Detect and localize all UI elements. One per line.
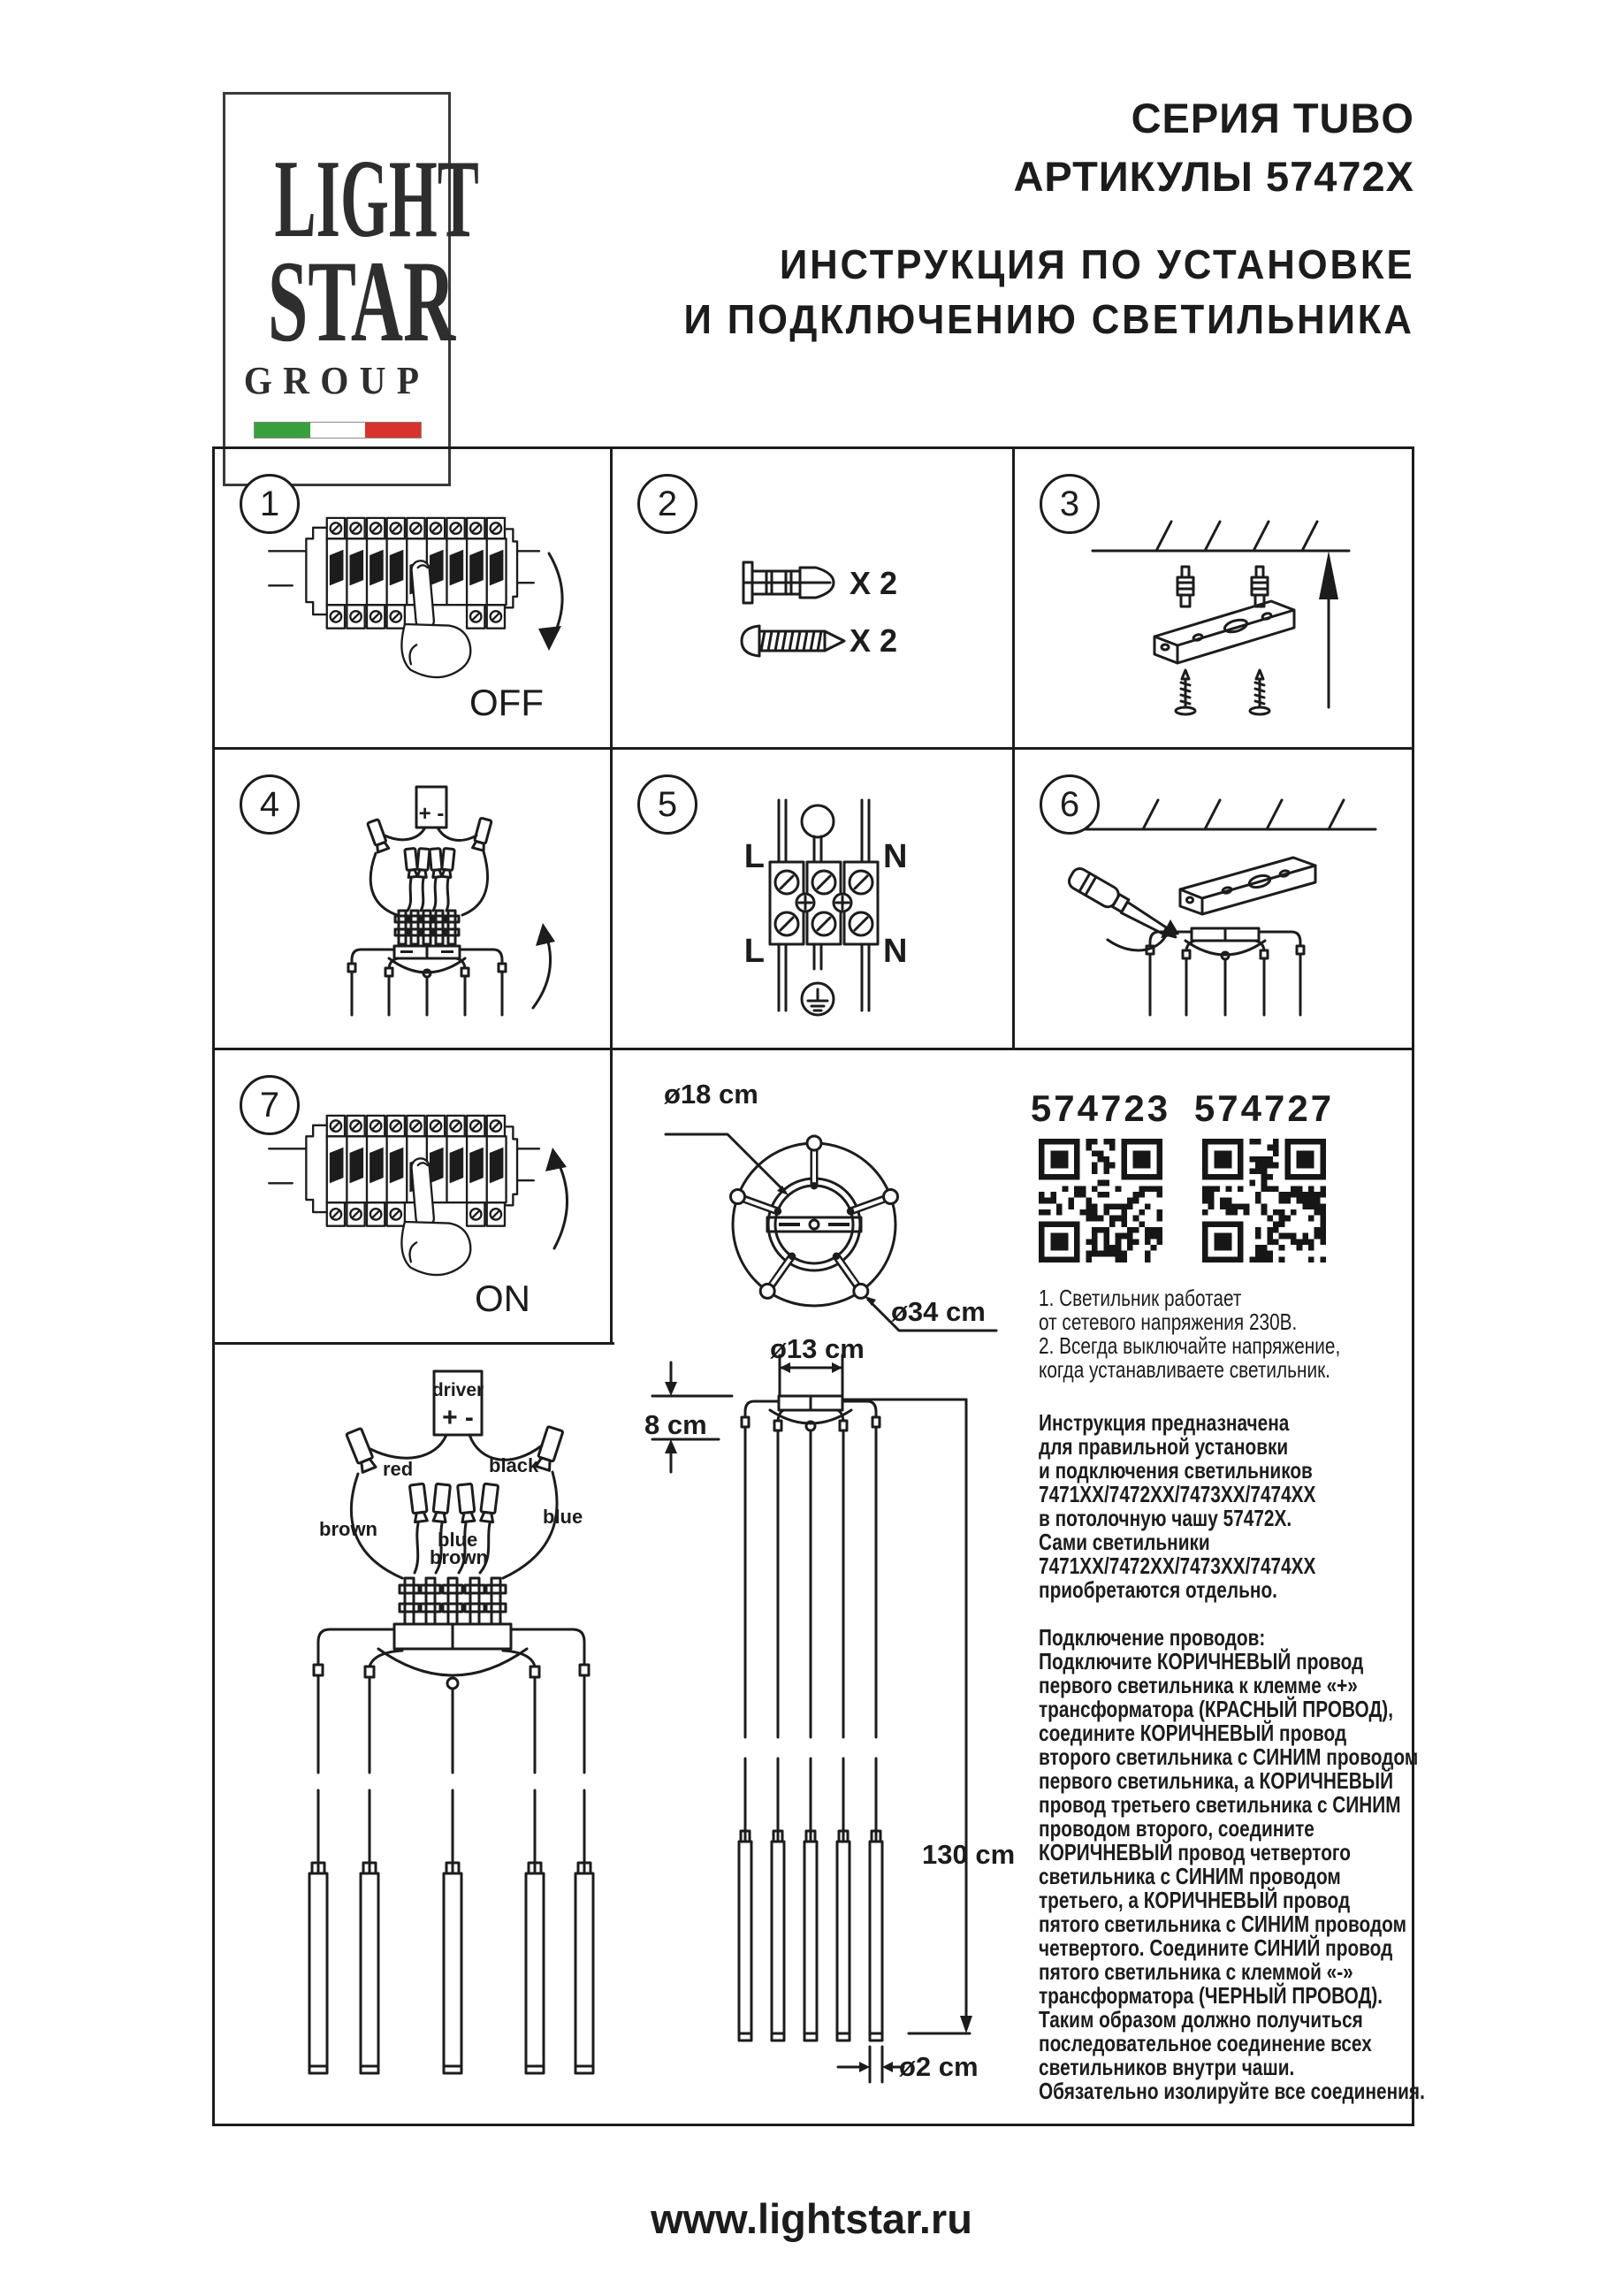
text-line: от сетевого напряжения 230В.: [1039, 1308, 1298, 1335]
lamp-circle: [802, 805, 834, 837]
text-line: Сами светильники: [1039, 1529, 1210, 1555]
length130-dimension: [844, 1400, 972, 2033]
text-line: Обязательно изолируйте все соединения.: [1039, 2078, 1425, 2104]
text-line: приобретаются отдельно.: [1039, 1576, 1277, 1603]
driver-terminals-label: + -: [418, 802, 445, 826]
arm-lower-left: [760, 1253, 796, 1298]
wiring-diagram-drawing: [268, 1355, 639, 2089]
wire-connector-mid-4: [480, 1484, 499, 1522]
step-3-number: 3: [1040, 474, 1100, 534]
brown-wire-mid-label: brown: [430, 1546, 488, 1568]
step-6-number: 6: [1040, 774, 1100, 835]
red-wire-label: red: [383, 1458, 414, 1480]
text-line: когда устанавливаете светильник.: [1039, 1356, 1330, 1383]
text-line: Инструкция предназначена: [1039, 1409, 1290, 1436]
text-line: трансформатора (ЧЕРНЫЙ ПРОВОД).: [1039, 1982, 1383, 2009]
text-line: последовательное соединение всех: [1039, 2030, 1372, 2056]
text-line: первого светильника, а КОРИЧНЕВЫЙ: [1039, 1767, 1394, 1794]
screw-left: [1176, 670, 1195, 714]
step-5-number: 5: [637, 774, 697, 835]
step-2-fixings-illustration: [613, 449, 1012, 747]
screw-qty-label: X 2: [850, 622, 898, 659]
anchor-left: [1177, 567, 1193, 606]
lift-arrow: [533, 923, 555, 1008]
blue-wire-right-label: blue: [543, 1506, 583, 1528]
ceiling-cup: [1147, 928, 1304, 1015]
connector-mid-1: [405, 848, 418, 877]
blue-wire-mid-label: blue: [438, 1529, 478, 1551]
logo-light: LIGHT: [274, 138, 479, 261]
line-label-top: L: [743, 838, 765, 875]
anchor-qty-label: X 2: [850, 565, 898, 601]
text-line: пятого светильника с СИНИМ проводом: [1039, 1911, 1406, 1937]
step-4-number: 4: [240, 774, 300, 835]
italian-flag-icon: [254, 422, 422, 439]
wire-connector-mid-3: [458, 1484, 476, 1522]
connector-mid-4: [441, 848, 454, 877]
screw-icon: [742, 626, 844, 656]
text-line: в потолочную чашу 57472Х.: [1039, 1505, 1292, 1531]
text-line: светильников внутри чаши.: [1039, 2054, 1295, 2080]
mounting-bracket: [1154, 601, 1294, 663]
text-line: четвертого. Соедините СИНИЙ провод: [1039, 1934, 1393, 1961]
text-line: первого светильника к клемме «+»: [1039, 1672, 1358, 1698]
driver-terminals: + -: [442, 1403, 474, 1432]
text-line: 2. Всегда выключайте напряжение,: [1039, 1332, 1341, 1359]
tube-lamps: [309, 1863, 593, 2073]
inner-diameter-label: ø18 cm: [664, 1079, 758, 1110]
step-1-number: 1: [240, 474, 300, 534]
text-line: 7471ХХ/7472ХХ/7473ХХ/7474ХХ: [1039, 1552, 1316, 1579]
qr-code-574723: [1039, 1139, 1162, 1262]
turn-on-arrow: [545, 1148, 568, 1248]
doc-title-line2: И ПОДКЛЮЧЕНИЮ СВЕТИЛЬНИКА: [683, 296, 1414, 342]
text-line: и подключения светильников: [1039, 1457, 1313, 1484]
off-label: OFF: [469, 682, 544, 723]
text-line: 1. Светильник работает: [1039, 1285, 1242, 1311]
ceiling-cup: [348, 946, 506, 1015]
terminal-clips: [395, 911, 459, 944]
text-line: трансформатора (КРАСНЫЙ ПРОВОД),: [1039, 1696, 1393, 1722]
earth-symbol: [802, 983, 834, 1015]
pendant-elevation-drawing: [639, 1329, 1028, 2089]
canopy: [742, 1396, 880, 1430]
text-line: Подключение проводов:: [1039, 1624, 1266, 1651]
articles-title: АРТИКУЛЫ 57472Х: [1013, 153, 1414, 200]
text-line: для правильной установки: [1039, 1433, 1289, 1460]
step-5-terminal-block-illustration: [613, 750, 1012, 1048]
dia18-leader: [666, 1134, 789, 1195]
text-line: соедините КОРИЧНЕВЫЙ провод: [1039, 1720, 1347, 1746]
series-title: СЕРИЯ TUBO: [1131, 95, 1414, 141]
doc-title-line1: ИНСТРУКЦИЯ ПО УСТАНОВКЕ: [779, 241, 1414, 287]
text-line: КОРИЧНЕВЫЙ провод четвертого: [1039, 1839, 1352, 1865]
wiring-paragraph: [1039, 1626, 1425, 2103]
instruction-grid: [212, 446, 1425, 2126]
anchor-right: [1252, 567, 1268, 606]
wire-connector-mid-2: [432, 1484, 450, 1522]
dia2-dimension: [838, 2047, 903, 2082]
neutral-label-bottom: N: [883, 933, 908, 970]
up-arrow: [1319, 551, 1338, 707]
wall-anchor-icon: [743, 562, 834, 603]
wire-length-label: 130 cm: [922, 1839, 1016, 1870]
canopy-height-label: 8 cm: [644, 1409, 707, 1440]
tube-lamps: [739, 1831, 882, 2040]
text-line: Подключите КОРИЧНЕВЫЙ провод: [1039, 1648, 1364, 1674]
ceiling-line: [1093, 522, 1349, 551]
brown-wire-left-label: brown: [319, 1518, 377, 1540]
lightstar-logo: [223, 92, 479, 486]
logo-group: GROUP: [243, 359, 431, 402]
website-url: www.lightstar.ru: [651, 2195, 972, 2242]
mounting-bracket: [1180, 858, 1315, 914]
text-line: провод третьего светильника с СИНИМ: [1039, 1791, 1401, 1818]
instruction-paragraph: [1039, 1411, 1315, 1602]
step-3-mounting-illustration: [1015, 449, 1414, 747]
text-line: третьего, а КОРИЧНЕВЫЙ провод: [1039, 1887, 1351, 1913]
text-line: второго светильника с СИНИМ проводом: [1039, 1743, 1419, 1770]
step-6-fasten-cup-illustration: [1015, 750, 1414, 1048]
qr-code-574727: [1202, 1139, 1326, 1262]
connector-mid-2: [416, 849, 430, 878]
step-2-number: 2: [637, 474, 697, 534]
text-line: светильника с СИНИМ проводом: [1039, 1863, 1341, 1889]
turn-off-arrow: [538, 553, 562, 651]
connector-right: [473, 818, 492, 851]
terminal-clips: [400, 1578, 506, 1624]
connector-left: [368, 820, 389, 852]
ceiling-line: [1086, 800, 1375, 829]
connector-mid-3: [430, 849, 443, 878]
text-line: пятого светильника с клеммой «-»: [1039, 1958, 1353, 1985]
suspension-wires: [745, 1427, 876, 1842]
logo-star: STAR: [267, 236, 456, 366]
text-line: проводом второго, соедините: [1039, 1815, 1314, 1842]
step-1-breaker-off-illustration: [215, 449, 610, 747]
step-4-driver-connection-illustration: [215, 750, 610, 1048]
on-label: ON: [475, 1278, 530, 1319]
text-line: Таким образом должно получиться: [1039, 2006, 1363, 2033]
step-7-breaker-on-illustration: [215, 1050, 610, 1342]
driver-label: driver: [431, 1380, 484, 1400]
grid-hline-3: [215, 1342, 614, 1345]
line-label-bottom: L: [743, 933, 765, 970]
neutral-label-top: N: [883, 838, 908, 875]
arm-up: [807, 1136, 821, 1189]
wire-connector-mid-1: [409, 1484, 428, 1522]
ceiling-cup: [314, 1624, 589, 1689]
product-code-574727: 574727: [1193, 1087, 1335, 1129]
product-code-574723: 574723: [1030, 1087, 1171, 1129]
black-wire-label: black: [489, 1454, 539, 1476]
safety-notes: [1039, 1286, 1340, 1382]
text-line: 7471ХХ/7472ХХ/7473ХХ/7474ХХ: [1039, 1481, 1316, 1507]
screw-right: [1250, 670, 1269, 714]
tube-diameter-label: ø2 cm: [899, 2051, 979, 2082]
outer-diameter-label: ø34 cm: [891, 1296, 986, 1327]
canopy-diameter-label: ø13 cm: [770, 1333, 865, 1364]
pendant-wires: [318, 1675, 584, 1873]
center-bar: [767, 1217, 861, 1232]
arm-lower-right: [833, 1253, 868, 1298]
step-7-number: 7: [240, 1075, 300, 1135]
